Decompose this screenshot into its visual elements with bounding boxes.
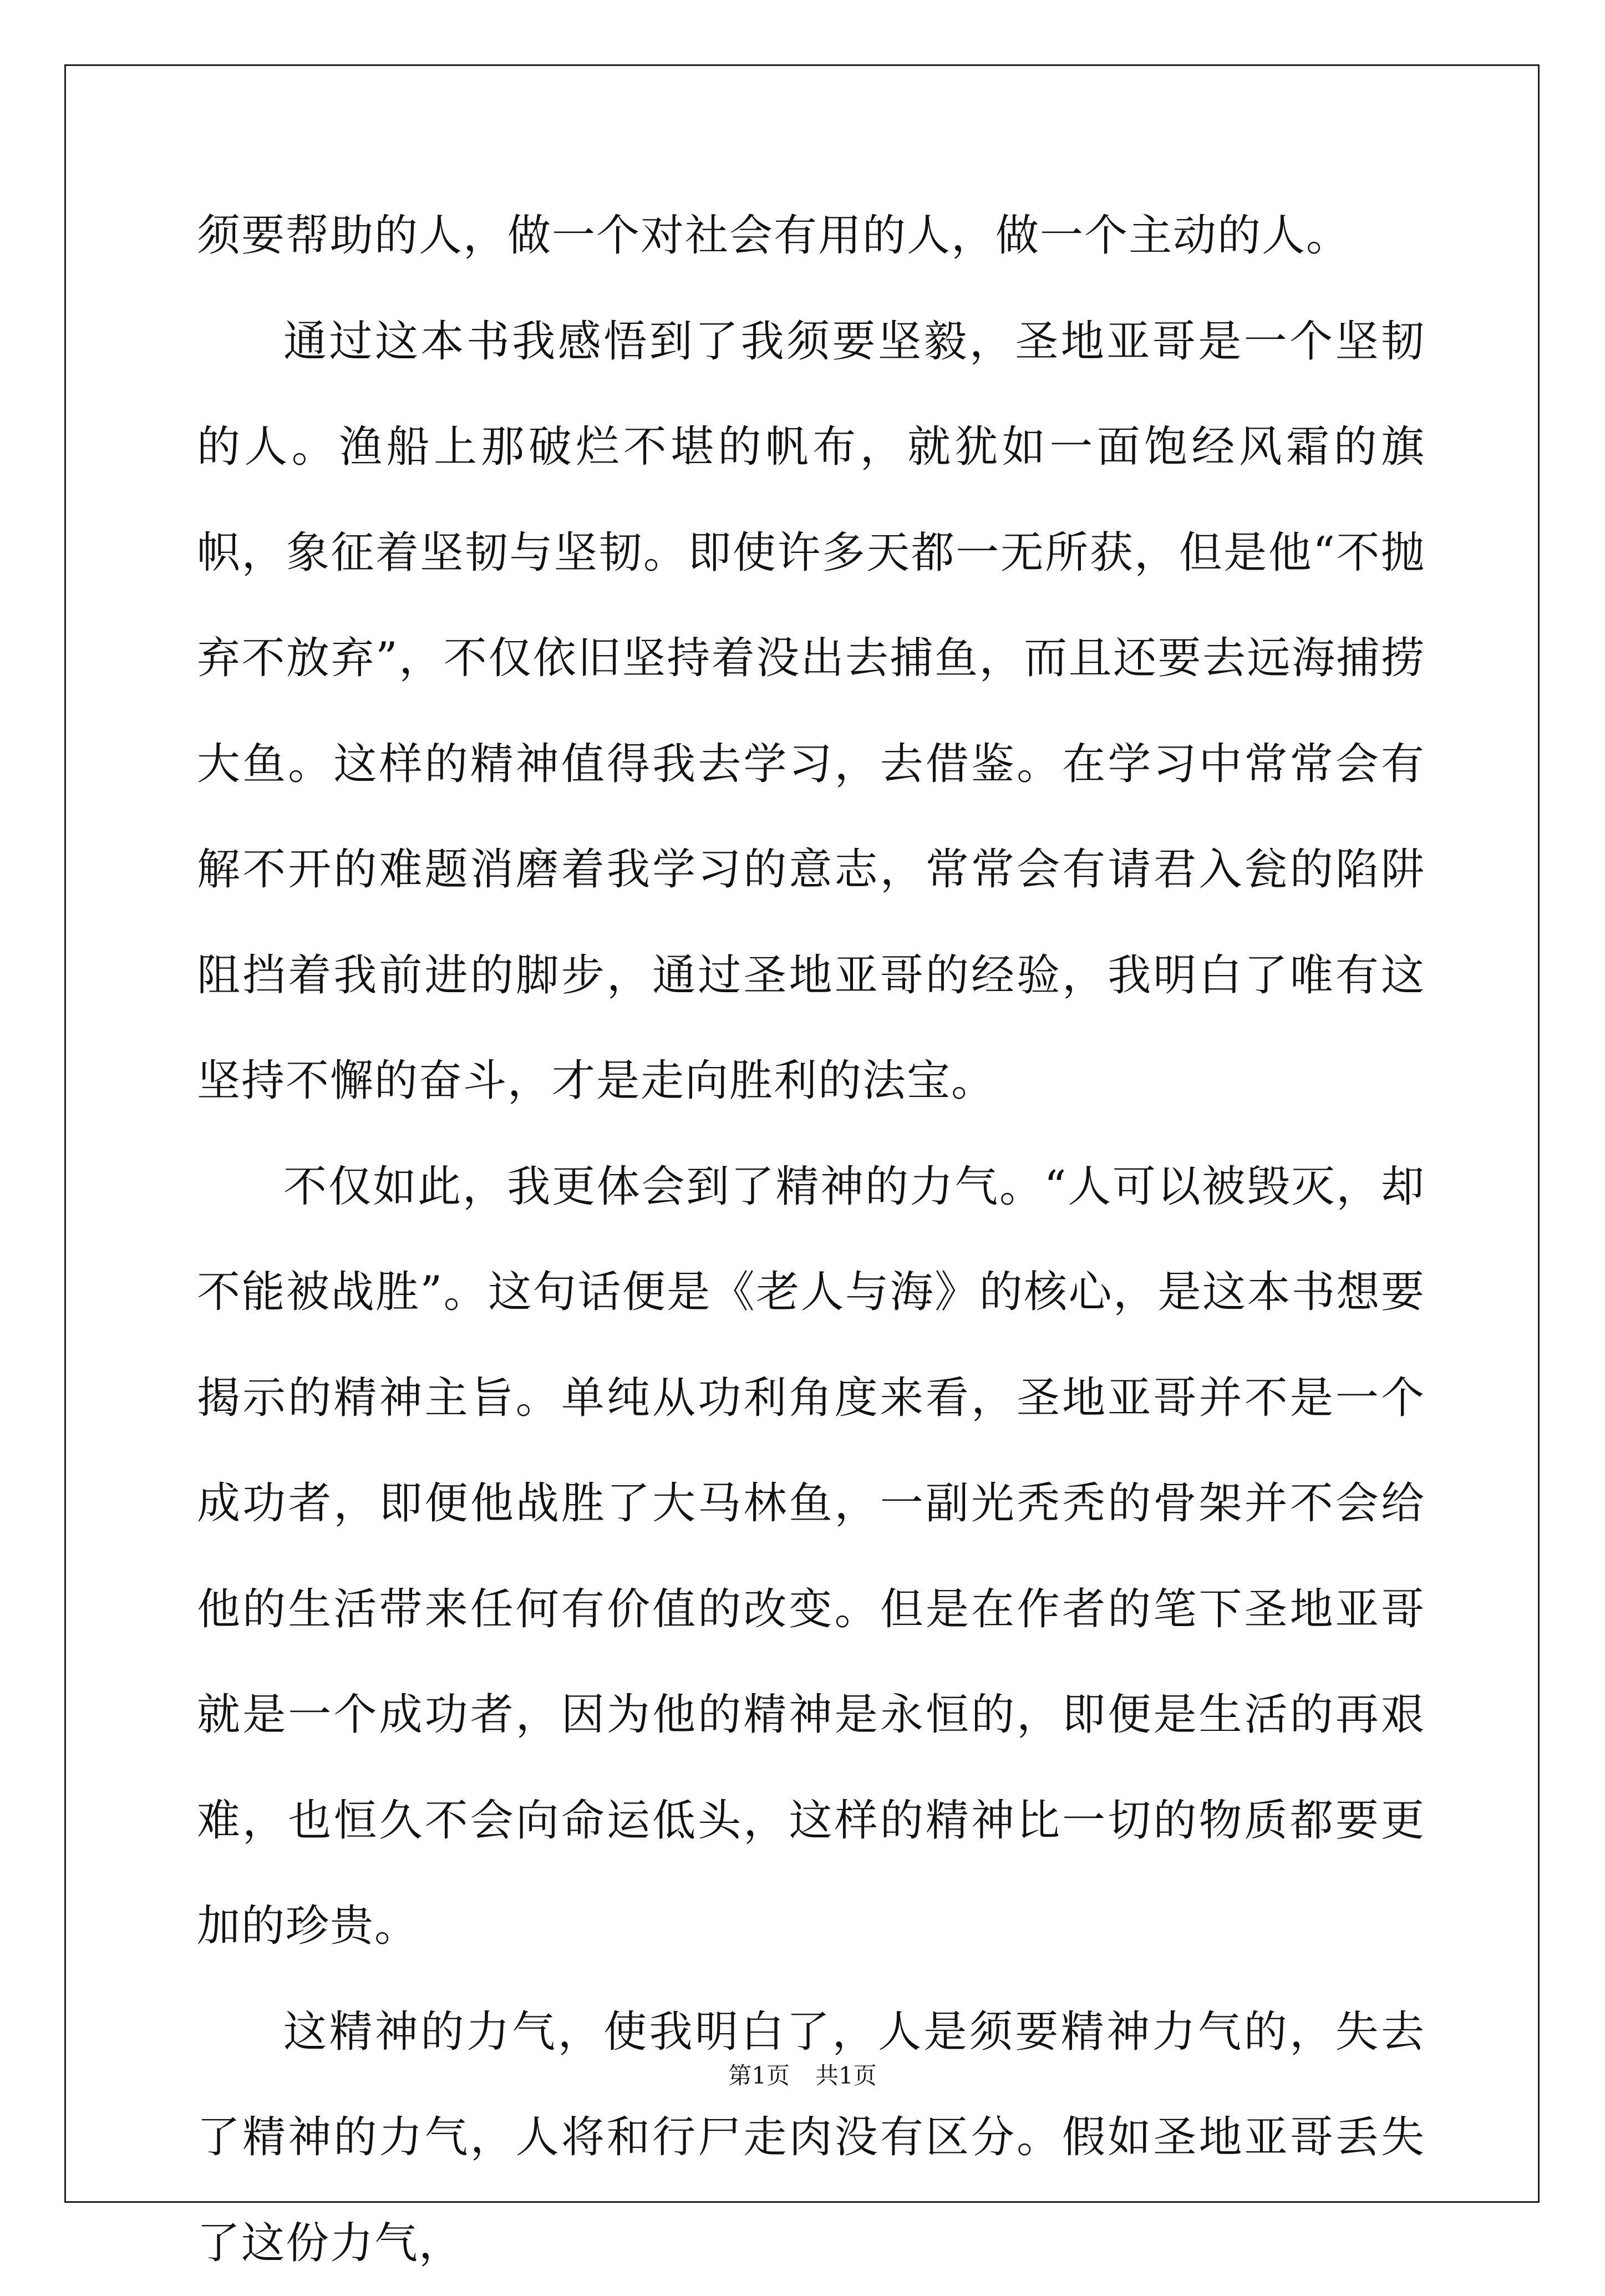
page-footer: [0, 2058, 1605, 2091]
page-current: 第1页: [728, 2062, 790, 2089]
paragraph-2: 通过这本书我感悟到了我须要坚毅，圣地亚哥是一个坚韧的人。渔船上那破烂不堪的帆布，就犹如一面饱经风霜的旗帜，象征着坚韧与坚韧。即使许多天都一无所获，但是他“不抛弃不放弃”，不仅依旧坚持着没出去捕鱼，而且还要去远海捕捞大鱼。这样的精神值得我去学习，去借鉴。在学习中常常会有解不开的难题消磨着我学习的意志，常常会有请君入瓮的陷阱阻挡着我前进的脚步，通过圣地亚哥的经验，我明白了唯有这坚持不懈的奋斗，才是走向胜利的法宝。: [197, 289, 1425, 1134]
paragraph-4: 这精神的力气，使我明白了，人是须要精神力气的，失去了精神的力气，人将和行尸走肉没有区分。假如圣地亚哥丢失了这份力气，: [197, 1979, 1425, 2296]
page-total: 共1页: [815, 2062, 877, 2089]
paragraph-1: 须要帮助的人，做一个对社会有用的人，做一个主动的人。: [197, 183, 1425, 289]
paragraph-3: 不仅如此，我更体会到了精神的力气。“人可以被毁灭，却不能被战胜”。这句话便是《老人与海》的核心，是这本书想要揭示的精神主旨。单纯从功利角度来看，圣地亚哥并不是一个成功者，即便他战胜了大马林鱼，一副光秃秃的骨架并不会给他的生活带来任何有价值的改变。但是在作者的笔下圣地亚哥就是一个成功者，因为他的精神是永恒的，即便是生活的再艰难，也恒久不会向命运低头，这样的精神比一切的物质都要更加的珍贵。: [197, 1134, 1425, 1979]
document-body: [197, 183, 1425, 2296]
